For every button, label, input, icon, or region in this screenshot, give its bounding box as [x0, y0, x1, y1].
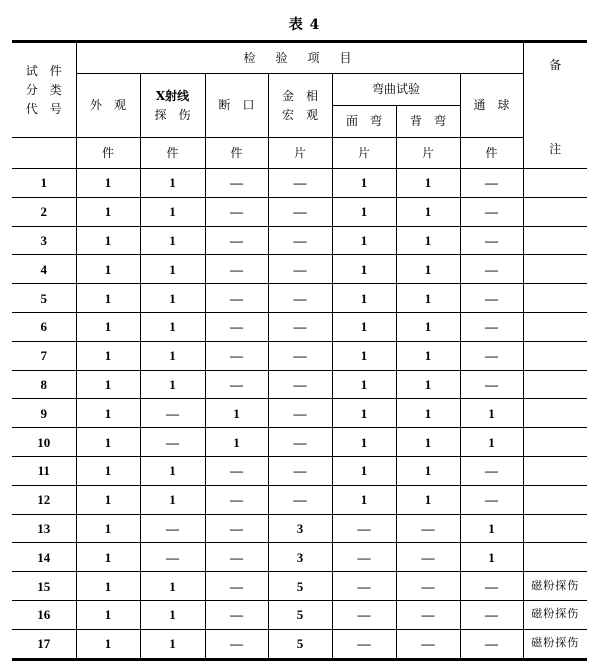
table-row	[12, 197, 587, 226]
value-cell: —	[460, 197, 523, 226]
specimen-code-header	[12, 42, 76, 138]
value-cell: 3	[268, 514, 332, 543]
value-cell: —	[460, 284, 523, 313]
ball-pass-header: 通 球	[460, 74, 523, 138]
table-row	[12, 543, 587, 572]
table-row	[12, 514, 587, 543]
table-row	[12, 485, 587, 514]
specimen-code-cell: 12	[12, 485, 76, 514]
value-cell: 5	[268, 572, 332, 601]
value-cell: 5	[268, 629, 332, 659]
value-cell: —	[205, 485, 268, 514]
value-cell: 1	[460, 543, 523, 572]
value-cell: 3	[268, 543, 332, 572]
remark-cell	[523, 543, 587, 572]
value-cell: —	[332, 629, 396, 659]
specimen-code-line: 试 件	[25, 63, 62, 78]
value-cell: 1	[396, 485, 460, 514]
specimen-code-cell: 17	[12, 629, 76, 659]
value-cell: 1	[396, 284, 460, 313]
specimen-code-cell: 2	[12, 197, 76, 226]
value-cell: 1	[396, 456, 460, 485]
value-cell: —	[268, 399, 332, 428]
remark-cell	[523, 456, 587, 485]
value-cell: 1	[140, 600, 205, 629]
value-cell: 1	[76, 284, 140, 313]
appearance-header: 外 观	[76, 74, 140, 138]
xray-line1: X射线	[155, 88, 190, 103]
value-cell: —	[268, 485, 332, 514]
table-row	[12, 341, 587, 370]
inspection-items-header: 检 验 项 目	[76, 42, 523, 74]
value-cell: 1	[205, 428, 268, 457]
specimen-code-cell: 13	[12, 514, 76, 543]
unit-cell: 件	[76, 138, 140, 169]
value-cell: 1	[140, 456, 205, 485]
value-cell: 1	[396, 399, 460, 428]
value-cell: —	[460, 226, 523, 255]
value-cell: 1	[460, 428, 523, 457]
remark-cell	[523, 169, 587, 198]
value-cell: 1	[332, 485, 396, 514]
value-cell: 1	[140, 629, 205, 659]
unit-cell: 片	[332, 138, 396, 169]
value-cell: —	[332, 543, 396, 572]
fracture-header: 断 口	[205, 74, 268, 138]
value-cell: 1	[140, 572, 205, 601]
value-cell: 1	[140, 341, 205, 370]
table-row	[12, 370, 587, 399]
specimen-code-cell: 6	[12, 312, 76, 341]
specimen-code-line: 分 类	[25, 82, 62, 97]
value-cell: —	[268, 255, 332, 284]
remark-cell	[523, 370, 587, 399]
remark-cell: 磁粉探伤	[523, 572, 587, 601]
remark-top: 备	[549, 57, 562, 72]
table-row	[12, 284, 587, 313]
table-row	[12, 169, 587, 198]
specimen-code-line: 代 号	[25, 101, 62, 116]
metallo-line1: 金 相	[281, 88, 318, 103]
face-bend-header: 面 弯	[332, 106, 396, 138]
specimen-code-cell: 14	[12, 543, 76, 572]
value-cell: —	[205, 226, 268, 255]
specimen-code-unit	[12, 138, 76, 169]
value-cell: —	[205, 629, 268, 659]
xray-header	[140, 74, 205, 138]
back-bend-header: 背 弯	[396, 106, 460, 138]
value-cell: 1	[460, 399, 523, 428]
value-cell: 1	[332, 226, 396, 255]
remark-cell	[523, 197, 587, 226]
value-cell: —	[460, 629, 523, 659]
value-cell: —	[460, 485, 523, 514]
value-cell: 1	[140, 226, 205, 255]
inspection-table	[12, 40, 587, 661]
value-cell: 1	[332, 341, 396, 370]
value-cell: —	[396, 629, 460, 659]
value-cell: 1	[332, 284, 396, 313]
table-row	[12, 572, 587, 601]
metallographic-header	[268, 74, 332, 138]
unit-cell: 件	[205, 138, 268, 169]
value-cell: 1	[332, 428, 396, 457]
table-row	[12, 456, 587, 485]
value-cell: —	[205, 255, 268, 284]
specimen-code-cell: 9	[12, 399, 76, 428]
value-cell: —	[396, 572, 460, 601]
remark-header	[523, 42, 587, 169]
value-cell: —	[205, 572, 268, 601]
specimen-code-cell: 7	[12, 341, 76, 370]
value-cell: —	[268, 284, 332, 313]
value-cell: 1	[396, 255, 460, 284]
value-cell: —	[460, 255, 523, 284]
unit-cell: 件	[460, 138, 523, 169]
value-cell: —	[205, 370, 268, 399]
specimen-code-cell: 1	[12, 169, 76, 198]
value-cell: 1	[332, 312, 396, 341]
remark-cell	[523, 341, 587, 370]
value-cell: 1	[76, 399, 140, 428]
xray-line2: 探 伤	[154, 107, 191, 122]
value-cell: —	[268, 169, 332, 198]
table-row	[12, 255, 587, 284]
value-cell: —	[268, 370, 332, 399]
table-row	[12, 600, 587, 629]
value-cell: 1	[396, 197, 460, 226]
remark-cell	[523, 284, 587, 313]
value-cell: 1	[76, 255, 140, 284]
value-cell: 1	[140, 284, 205, 313]
specimen-code-cell: 8	[12, 370, 76, 399]
specimen-code-cell: 16	[12, 600, 76, 629]
value-cell: —	[205, 543, 268, 572]
table-row	[12, 428, 587, 457]
value-cell: 1	[76, 600, 140, 629]
value-cell: —	[396, 514, 460, 543]
value-cell: 1	[460, 514, 523, 543]
value-cell: 1	[76, 169, 140, 198]
metallo-line2: 宏 观	[281, 107, 318, 122]
value-cell: 1	[396, 341, 460, 370]
unit-cell: 片	[396, 138, 460, 169]
value-cell: 1	[396, 169, 460, 198]
specimen-code-cell: 3	[12, 226, 76, 255]
value-cell: 1	[76, 197, 140, 226]
value-cell: —	[332, 600, 396, 629]
value-cell: 1	[76, 456, 140, 485]
value-cell: 1	[332, 370, 396, 399]
remark-cell	[523, 514, 587, 543]
value-cell: —	[205, 456, 268, 485]
value-cell: —	[268, 456, 332, 485]
value-cell: 1	[140, 169, 205, 198]
value-cell: —	[396, 543, 460, 572]
bend-test-header: 弯曲试验	[332, 74, 460, 106]
value-cell: —	[268, 226, 332, 255]
value-cell: 1	[76, 572, 140, 601]
value-cell: 1	[76, 514, 140, 543]
unit-cell: 件	[140, 138, 205, 169]
specimen-code-cell: 15	[12, 572, 76, 601]
remark-bottom: 注	[549, 141, 562, 156]
value-cell: —	[460, 600, 523, 629]
value-cell: 1	[76, 341, 140, 370]
remark-cell	[523, 255, 587, 284]
remark-cell: 磁粉探伤	[523, 629, 587, 659]
value-cell: 1	[140, 255, 205, 284]
value-cell: —	[140, 399, 205, 428]
value-cell: 1	[76, 370, 140, 399]
remark-cell	[523, 485, 587, 514]
value-cell: 1	[140, 485, 205, 514]
value-cell: 1	[396, 428, 460, 457]
remark-cell	[523, 226, 587, 255]
table-body	[12, 169, 587, 660]
value-cell: 1	[76, 485, 140, 514]
value-cell: —	[268, 197, 332, 226]
value-cell: —	[460, 312, 523, 341]
value-cell: —	[460, 169, 523, 198]
value-cell: 1	[140, 312, 205, 341]
value-cell: —	[140, 428, 205, 457]
value-cell: —	[205, 284, 268, 313]
value-cell: —	[460, 341, 523, 370]
remark-cell	[523, 312, 587, 341]
specimen-code-cell: 11	[12, 456, 76, 485]
specimen-code-cell: 4	[12, 255, 76, 284]
value-cell: —	[140, 514, 205, 543]
table-title: 表 4	[288, 17, 321, 33]
specimen-code-cell: 10	[12, 428, 76, 457]
table-row	[12, 399, 587, 428]
value-cell: —	[332, 572, 396, 601]
value-cell: —	[268, 341, 332, 370]
value-cell: 1	[76, 543, 140, 572]
value-cell: 5	[268, 600, 332, 629]
value-cell: —	[205, 169, 268, 198]
value-cell: 1	[396, 312, 460, 341]
value-cell: —	[205, 197, 268, 226]
value-cell: 1	[332, 197, 396, 226]
value-cell: 1	[76, 428, 140, 457]
value-cell: —	[205, 600, 268, 629]
value-cell: 1	[332, 255, 396, 284]
value-cell: —	[205, 312, 268, 341]
value-cell: —	[460, 572, 523, 601]
value-cell: 1	[76, 226, 140, 255]
value-cell: —	[205, 341, 268, 370]
table-row	[12, 226, 587, 255]
specimen-code-cell: 5	[12, 284, 76, 313]
remark-cell: 磁粉探伤	[523, 600, 587, 629]
value-cell: —	[332, 514, 396, 543]
value-cell: 1	[332, 169, 396, 198]
value-cell: —	[205, 514, 268, 543]
value-cell: 1	[396, 370, 460, 399]
value-cell: —	[268, 428, 332, 457]
remark-cell	[523, 428, 587, 457]
value-cell: 1	[332, 399, 396, 428]
value-cell: —	[460, 370, 523, 399]
value-cell: 1	[76, 312, 140, 341]
value-cell: 1	[205, 399, 268, 428]
value-cell: 1	[140, 370, 205, 399]
value-cell: —	[396, 600, 460, 629]
value-cell: —	[140, 543, 205, 572]
value-cell: 1	[140, 197, 205, 226]
value-cell: 1	[396, 226, 460, 255]
value-cell: 1	[76, 629, 140, 659]
value-cell: —	[460, 456, 523, 485]
table-row	[12, 312, 587, 341]
unit-cell: 片	[268, 138, 332, 169]
value-cell: —	[268, 312, 332, 341]
value-cell: 1	[332, 456, 396, 485]
table-row	[12, 629, 587, 659]
remark-cell	[523, 399, 587, 428]
